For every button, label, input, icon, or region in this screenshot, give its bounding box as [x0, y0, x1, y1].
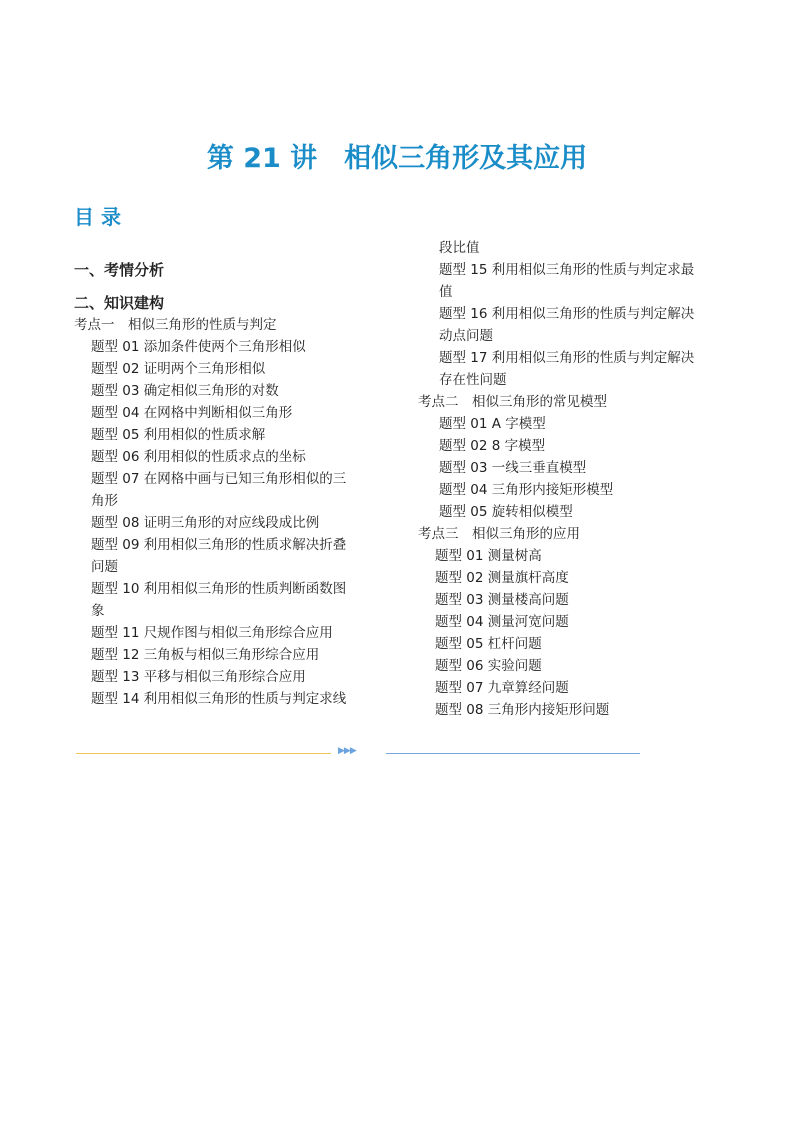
toc-section-1[interactable]: 一、考情分析 — [74, 261, 165, 279]
toc-item-continuation[interactable]: 角形 — [91, 493, 118, 509]
toc-point-2[interactable]: 考点二 相似三角形的常见模型 — [418, 394, 607, 410]
toc-item[interactable]: 题型 02 测量旗杆高度 — [435, 570, 569, 586]
toc-item[interactable]: 题型 04 测量河宽问题 — [435, 614, 569, 630]
toc-item[interactable]: 题型 08 证明三角形的对应线段成比例 — [91, 515, 320, 531]
toc-item[interactable]: 题型 15 利用相似三角形的性质与判定求最 — [439, 262, 695, 278]
toc-item[interactable]: 题型 07 九章算经问题 — [435, 680, 569, 696]
toc-item-continuation[interactable]: 段比值 — [439, 240, 480, 256]
toc-item[interactable]: 题型 16 利用相似三角形的性质与判定解决 — [439, 306, 695, 322]
toc-heading: 目 录 — [74, 205, 121, 229]
toc-item[interactable]: 题型 01 测量树高 — [435, 548, 542, 564]
toc-item[interactable]: 题型 02 8 字模型 — [439, 438, 546, 454]
toc-item[interactable]: 题型 11 尺规作图与相似三角形综合应用 — [91, 625, 333, 641]
toc-item-continuation[interactable]: 值 — [439, 284, 453, 300]
toc-item[interactable]: 题型 01 A 字模型 — [439, 416, 546, 432]
toc-point-3[interactable]: 考点三 相似三角形的应用 — [418, 526, 580, 542]
toc-item[interactable]: 题型 03 确定相似三角形的对数 — [91, 383, 279, 399]
toc-item[interactable]: 题型 03 测量楼高问题 — [435, 592, 569, 608]
toc-item[interactable]: 题型 07 在网格中画与已知三角形相似的三 — [91, 471, 347, 487]
toc-point-1[interactable]: 考点一 相似三角形的性质与判定 — [74, 317, 277, 333]
section-divider — [76, 746, 640, 758]
toc-item[interactable]: 题型 10 利用相似三角形的性质判断函数图 — [91, 581, 347, 597]
toc-item[interactable]: 题型 06 实验问题 — [435, 658, 542, 674]
divider-line-left — [76, 753, 331, 754]
toc-item[interactable]: 题型 05 杠杆问题 — [435, 636, 542, 652]
toc-item[interactable]: 题型 02 证明两个三角形相似 — [91, 361, 266, 377]
toc-section-2[interactable]: 二、知识建构 — [74, 294, 165, 312]
toc-item[interactable]: 题型 08 三角形内接矩形问题 — [435, 702, 610, 718]
page-title: 第 21 讲 相似三角形及其应用 — [206, 143, 588, 174]
toc-item[interactable]: 题型 04 在网格中判断相似三角形 — [91, 405, 293, 421]
toc-item-continuation[interactable]: 动点问题 — [439, 328, 493, 344]
toc-item[interactable]: 题型 01 添加条件使两个三角形相似 — [91, 339, 306, 355]
triple-arrow-icon: ▶▶▶ — [338, 746, 356, 756]
toc-right-column — [418, 237, 748, 721]
toc-item[interactable]: 题型 05 旋转相似模型 — [439, 504, 573, 520]
toc-item[interactable]: 题型 05 利用相似的性质求解 — [91, 427, 266, 443]
toc-item-continuation[interactable]: 象 — [91, 603, 105, 619]
toc-item[interactable]: 题型 04 三角形内接矩形模型 — [439, 482, 614, 498]
toc-item[interactable]: 题型 12 三角板与相似三角形综合应用 — [91, 647, 320, 663]
toc-item[interactable]: 题型 06 利用相似的性质求点的坐标 — [91, 449, 306, 465]
toc-left-column — [74, 259, 394, 710]
toc-item[interactable]: 题型 03 一线三垂直模型 — [439, 460, 587, 476]
toc-item[interactable]: 题型 17 利用相似三角形的性质与判定解决 — [439, 350, 695, 366]
toc-item-continuation[interactable]: 存在性问题 — [439, 372, 507, 388]
toc-item[interactable]: 题型 14 利用相似三角形的性质与判定求线 — [91, 691, 347, 707]
toc-item[interactable]: 题型 13 平移与相似三角形综合应用 — [91, 669, 306, 685]
divider-line-right — [386, 753, 640, 754]
toc-item[interactable]: 题型 09 利用相似三角形的性质求解决折叠 — [91, 537, 347, 553]
toc-item-continuation[interactable]: 问题 — [91, 559, 118, 575]
